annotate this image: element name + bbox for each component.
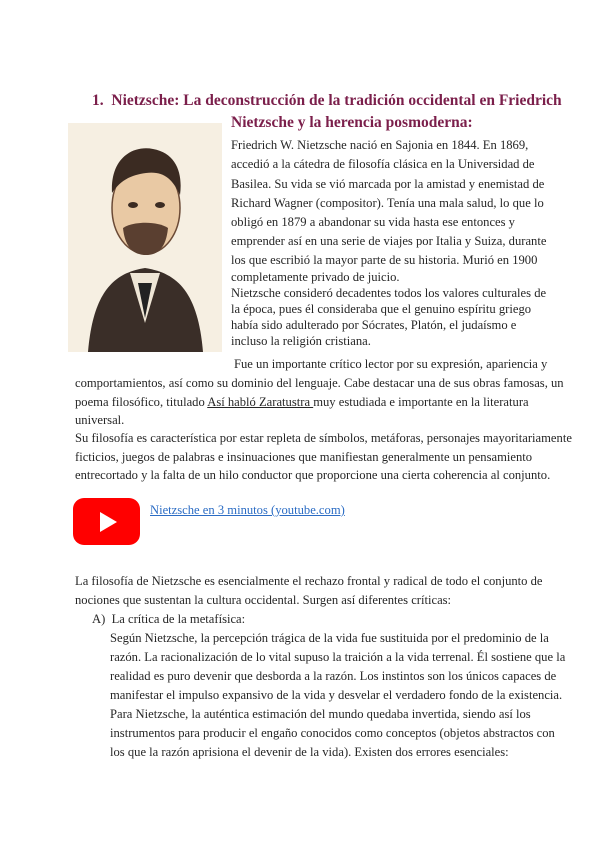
section-a-line: razón. La racionalización de lo vital supuso la traición a la vida terrenal. Él sostiene que la: [110, 650, 566, 664]
intro-line: nociones que sustentan la cultura occidental. Surgen así diferentes críticas:: [75, 593, 452, 607]
critic-text: poema filosófico, titulado: [75, 395, 208, 409]
philosophy-line: ficticios, juegos de palabras e insinuaciones que manifiestan generalmente un pensamiento: [75, 450, 533, 464]
critic-line: [75, 394, 529, 410]
bio-line: incluso la religión cristiana.: [231, 334, 371, 348]
section-a-line: Según Nietzsche, la percepción trágica de la vida fue sustituida por el predominio de la: [110, 631, 549, 645]
list-marker: A): [92, 612, 106, 626]
bio-line: Friedrich W. Nietzsche nació en Sajonia en 1844. En 1869,: [231, 138, 529, 152]
heading-line-1: [92, 91, 562, 111]
work-title: Así habló Zaratustra: [207, 395, 314, 409]
bio-line: Richard Wagner (compositor). Tenía una mala salud, lo que lo: [231, 196, 544, 210]
heading-text: Nietzsche: La deconstrucción de la tradición occidental en Friedrich: [111, 92, 562, 109]
heading-number: 1.: [92, 92, 104, 109]
philosophy-line: entrecortado y la falta de un hilo conductor que proporcione una cierta coherencia al conjunto.: [75, 468, 551, 482]
section-a-line: los que la razón aprisiona el devenir de la vida). Existen dos errores esenciales:: [110, 745, 509, 759]
philosophy-line: Su filosofía es característica por estar repleta de símbolos, metáforas, personajes mayoritariamente: [75, 431, 572, 445]
section-a-line: realidad es puro devenir que desborda a la razón. Los instintos son los únicos capaces de: [110, 669, 557, 683]
critic-line: Fue un importante crítico lector por su expresión, apariencia y: [234, 357, 548, 371]
bio-line: Basilea. Su vida se vió marcada por la amistad y enemistad de: [231, 177, 545, 191]
bio-line: obligó en 1879 a abandonar su vida hasta ese entonces y: [231, 215, 515, 229]
section-a-line: instrumentos para producir el engaño conocidos como conceptos (objetos abstractos con: [110, 726, 555, 740]
bio-line: había sido adulterado por Sócrates, Platón, el judaísmo e: [231, 318, 517, 332]
critic-text: muy estudiada e importante en la literatura: [313, 395, 529, 409]
youtube-video-link[interactable]: Nietzsche en 3 minutos (youtube.com): [150, 503, 345, 517]
bio-line: la época, pues él consideraba que el genuino espíritu griego: [231, 302, 532, 316]
critic-line: comportamientos, así como su dominio del lenguaje. Cabe destacar una de sus obras famosas, un: [75, 376, 564, 390]
bio-line: accedió a la cátedra de filosofía clásica en la Universidad de: [231, 157, 535, 171]
section-a-line: manifestar el impulso expansivo de la vida y desvelar el verdadero fondo de la existencia.: [110, 688, 563, 702]
bio-line: emprender así en una serie de viajes por Italia y Suiza, durante: [231, 234, 547, 248]
youtube-play-icon[interactable]: [73, 498, 140, 545]
nietzsche-portrait: [68, 123, 222, 352]
bio-line: completamente privado de juicio.: [231, 270, 400, 284]
section-a-heading: [92, 611, 245, 627]
section-a-title: La crítica de la metafísica:: [111, 612, 246, 626]
intro-line: La filosofía de Nietzsche es esencialmente el rechazo frontal y radical de todo el conjunto de: [75, 574, 543, 588]
bio-line: los que escribió la mayor parte de su historia. Murió en 1900: [231, 253, 538, 267]
heading-line-2: Nietzsche y la herencia posmoderna:: [231, 114, 473, 131]
critic-line: universal.: [75, 413, 125, 427]
section-a-line: Para Nietzsche, la auténtica estimación del mundo quedaba invertida, siendo así los: [110, 707, 531, 721]
bio-line: Nietzsche consideró decadentes todos los valores culturales de: [231, 286, 547, 300]
